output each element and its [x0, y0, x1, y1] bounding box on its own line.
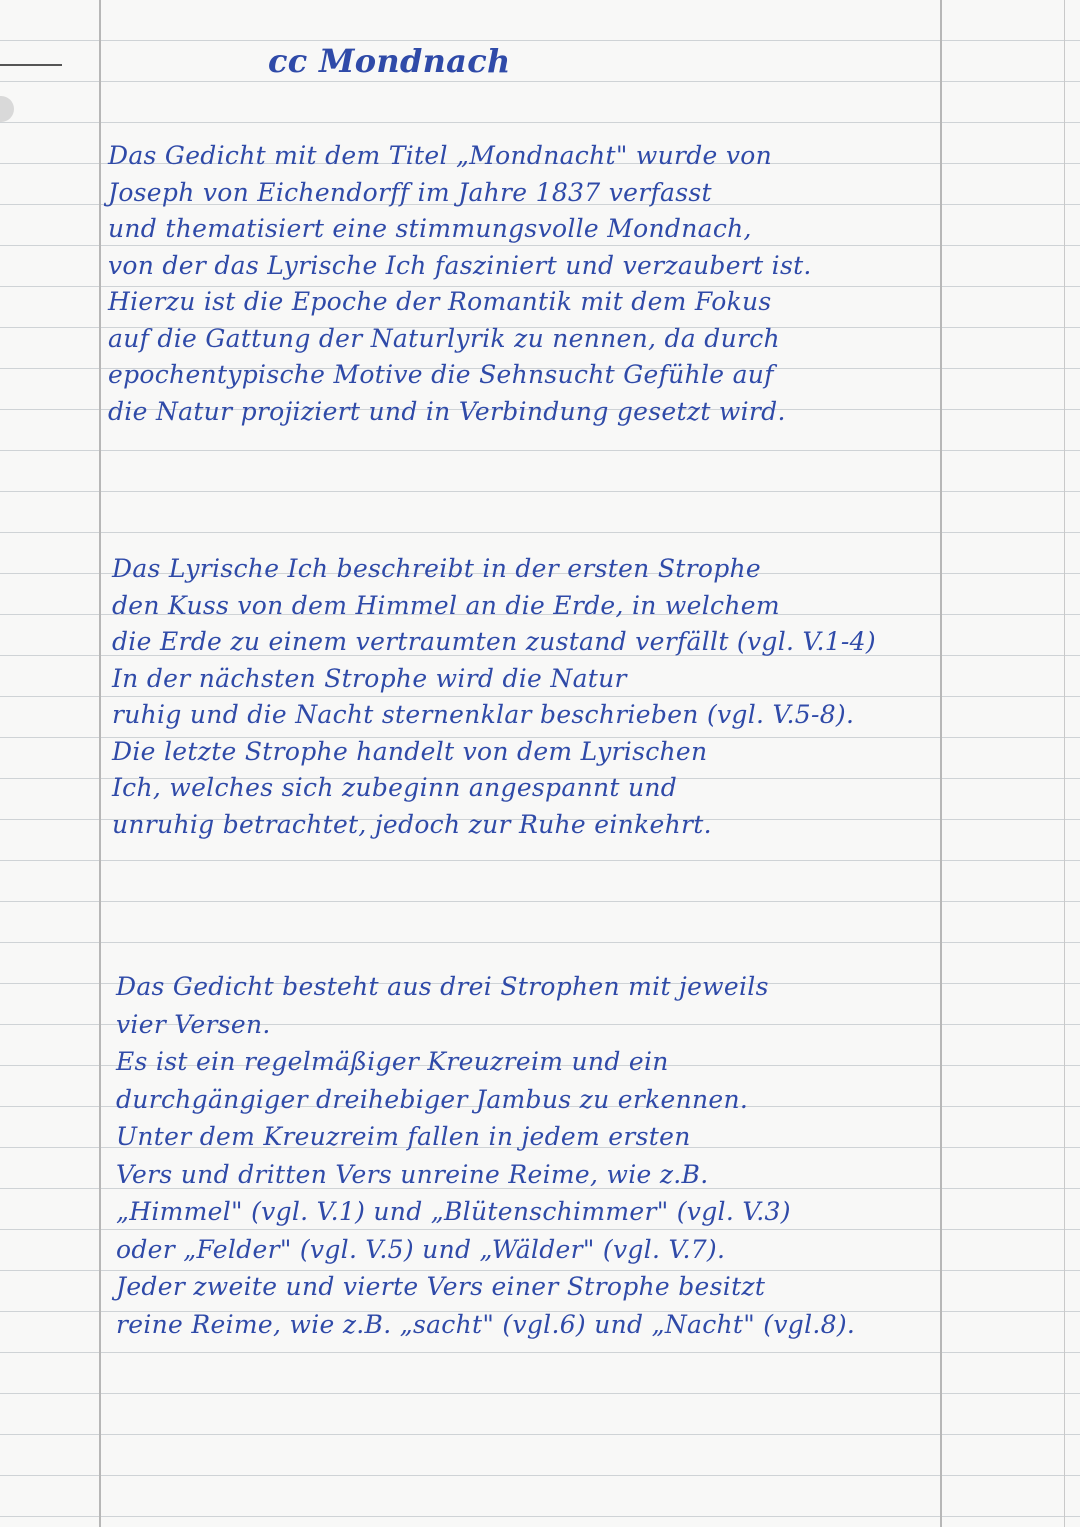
text-line: Joseph von Eichendorff im Jahre 1837 verfasst	[108, 177, 712, 207]
left-margin-line	[99, 0, 101, 1527]
text-line: reine Reime, wie z.B. „sacht" (vgl.6) und „Nacht" (vgl.8).	[116, 1309, 856, 1339]
text-line: auf die Gattung der Naturlyrik zu nennen, da durch	[108, 323, 780, 353]
text-line: die Natur projiziert und in Verbindung gesetzt wird.	[108, 396, 786, 426]
punch-hole	[0, 96, 14, 122]
text-line: Das Gedicht besteht aus drei Strophen mit jeweils	[116, 972, 769, 1001]
text-line: die Erde zu einem vertraumten zustand verfällt (vgl. V.1-4)	[112, 627, 876, 656]
text-line: oder „Felder" (vgl. V.5) und „Wälder" (vgl. V.7).	[116, 1234, 726, 1264]
text-line: Unter dem Kreuzreim fallen in jedem ersten	[116, 1122, 691, 1151]
text-line: von der das Lyrische Ich fasziniert und verzaubert ist.	[108, 250, 812, 280]
text-line: „Himmel" (vgl. V.1) und „Blütenschimmer" (vgl. V.3)	[116, 1197, 791, 1226]
text-line: Es ist ein regelmäßiger Kreuzreim und ein	[116, 1047, 669, 1076]
right-margin-line	[940, 0, 942, 1527]
text-line: Ich, welches sich zubeginn angespannt und	[112, 773, 678, 802]
page-title: cc Mondnach	[268, 42, 511, 80]
text-line: Das Lyrische Ich beschreibt in der ersten Strophe	[112, 554, 762, 583]
text-line: und thematisiert eine stimmungsvolle Mondnach,	[108, 214, 752, 243]
text-line: ruhig und die Nacht sternenklar beschrieben (vgl. V.5-8).	[112, 700, 855, 729]
text-line: Vers und dritten Vers unreine Reime, wie z.B.	[116, 1159, 709, 1189]
text-line: Hierzu ist die Epoche der Romantik mit dem Fokus	[108, 287, 772, 316]
text-line: vier Versen.	[116, 1009, 271, 1039]
text-line: durchgängiger dreihebiger Jambus zu erkennen.	[116, 1084, 749, 1114]
text-line: Die letzte Strophe handelt von dem Lyrischen	[112, 736, 708, 766]
text-line: epochentypische Motive die Sehnsucht Gefühle auf	[108, 360, 774, 389]
right-edge-line	[1064, 0, 1065, 1527]
text-line: unruhig betrachtet, jedoch zur Ruhe einkehrt.	[112, 809, 712, 839]
text-line: den Kuss von dem Himmel an die Erde, in welchem	[112, 590, 780, 620]
page-edge-mark	[0, 64, 62, 66]
text-line: Jeder zweite und vierte Vers einer Strophe besitzt	[116, 1272, 766, 1301]
text-line: Das Gedicht mit dem Titel „Mondnacht" wurde von	[108, 141, 773, 170]
text-line: In der nächsten Strophe wird die Natur	[112, 663, 627, 693]
